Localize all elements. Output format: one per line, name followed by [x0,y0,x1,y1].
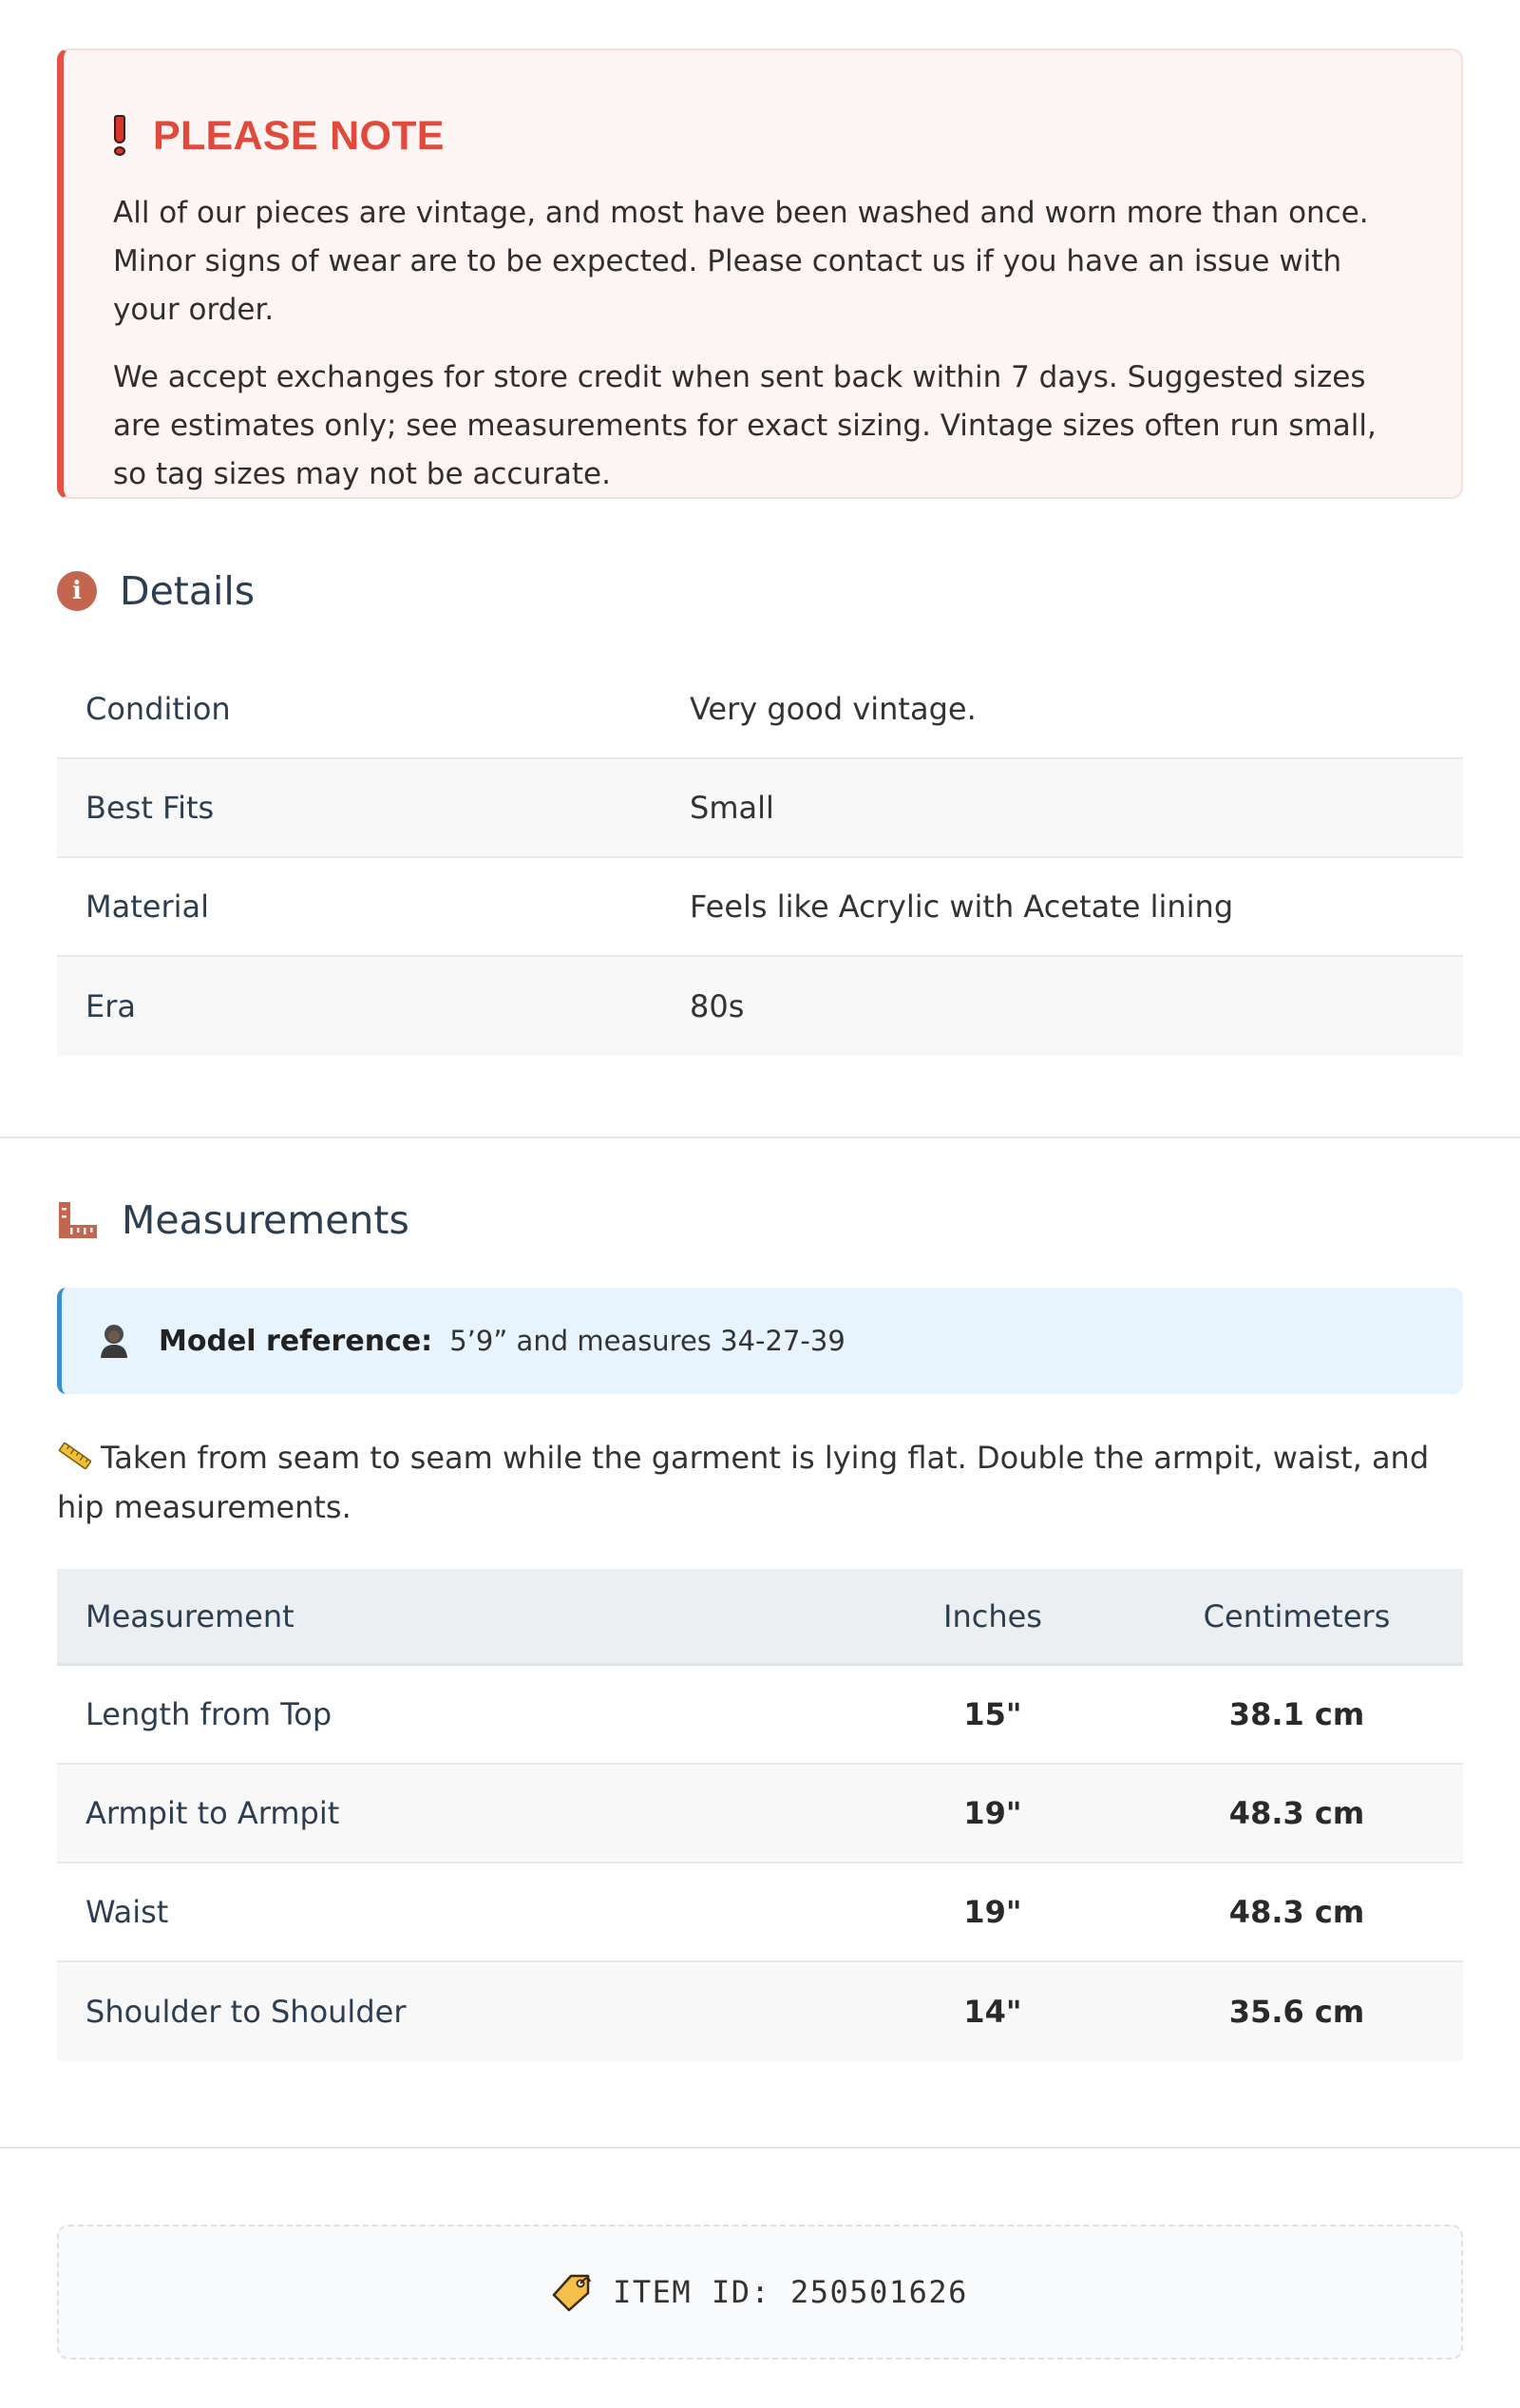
measurement-inches: 19" [963,1795,1022,1831]
measurement-cm: 48.3 cm [1228,1894,1365,1930]
pencil-icon [57,1442,93,1470]
notice-title: PLEASE NOTE [153,112,445,159]
table-header-row [57,1569,1463,1666]
measurements-table [57,1569,1463,2061]
column-header: Measurement [86,1597,294,1634]
measurement-name: Length from Top [86,1696,332,1732]
info-icon: i [57,571,97,611]
measurement-name: Waist [86,1894,169,1930]
table-row [57,1765,1463,1863]
person-icon [98,1322,130,1360]
measurement-cm: 35.6 cm [1228,1994,1365,2030]
measurements-title: Measurements [122,1197,409,1243]
detail-value: Small [690,790,774,826]
notice-paragraph: All of our pieces are vintage, and most have been washed and worn more than once. Minor signs of wear are to be expected. Please contact us if you have an issue with your order. [113,196,1369,327]
column-header: Inches [943,1597,1042,1634]
measurement-inches: 14" [963,1994,1022,2030]
table-row [57,759,1463,858]
item-id-box [57,2225,1463,2360]
detail-label: Condition [86,691,231,727]
detail-value: Very good vintage. [690,691,977,727]
measurement-inches: 19" [963,1894,1022,1930]
measurement-note [57,1433,1463,1532]
ruler-icon [57,1200,99,1240]
measurement-cm: 48.3 cm [1228,1795,1365,1831]
table-row [57,858,1463,957]
table-row [57,1666,1463,1765]
detail-label: Best Fits [86,790,215,826]
measurement-name: Shoulder to Shoulder [86,1994,407,2030]
details-heading [57,563,255,620]
measurement-name: Armpit to Armpit [86,1795,340,1831]
notice-paragraph: We accept exchanges for store credit when sent back within 7 days. Suggested sizes are estimates only; see measurements for exact sizing. Vintage sizes often run small, so tag sizes may not be accurate. [113,360,1377,491]
detail-label: Era [86,988,136,1024]
notice-box [57,48,1463,499]
model-reference-value: 5’9” and measures 34-27-39 [449,1325,846,1357]
column-header: Centimeters [1203,1597,1391,1634]
measurement-cm: 38.1 cm [1228,1696,1365,1732]
measurements-heading [57,1192,409,1249]
model-reference-label: Model reference: [159,1324,433,1358]
item-id: ITEM ID: 250501626 [613,2274,968,2310]
tag-icon [552,2272,592,2312]
model-reference [57,1288,1463,1394]
measurement-inches: 15" [963,1696,1022,1732]
section-divider [0,2147,1520,2149]
table-row [57,1962,1463,2061]
details-title: Details [120,568,256,614]
details-table [57,660,1463,1056]
detail-label: Material [86,889,209,925]
table-row [57,1863,1463,1962]
detail-value: 80s [690,988,745,1024]
table-row [57,660,1463,759]
detail-value: Feels like Acrylic with Acetate lining [690,889,1234,925]
exclamation-icon [113,115,126,157]
measurement-note-text: Taken from seam to seam while the garment is lying flat. Double the armpit, waist, and hip measurements. [57,1440,1430,1525]
section-divider [0,1137,1520,1138]
table-row [57,957,1463,1056]
notice-header [113,109,1412,162]
